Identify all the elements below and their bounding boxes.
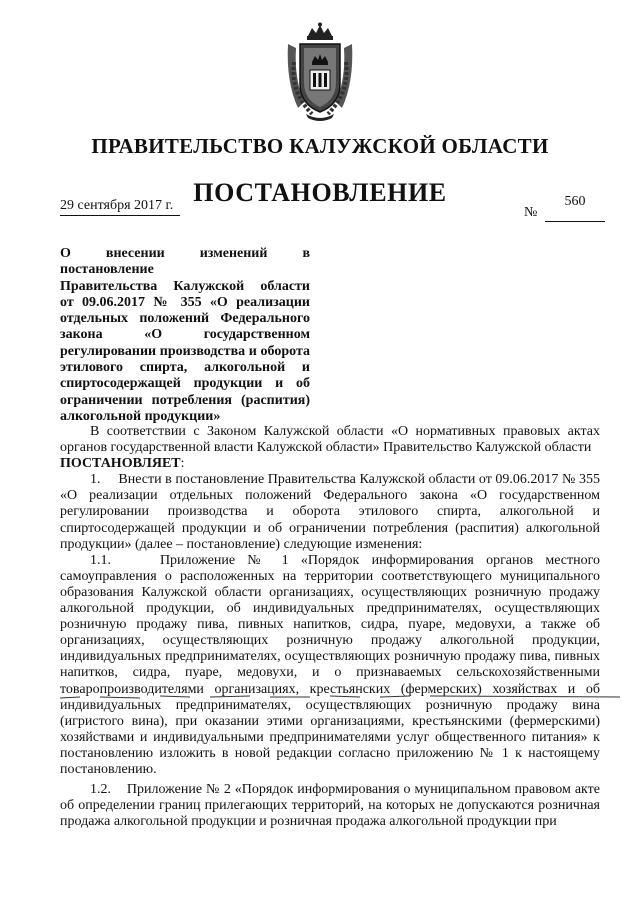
decree-paragraph <box>60 456 600 472</box>
number-underline <box>545 221 605 222</box>
subject-line: Правительства Калужской области <box>60 278 310 294</box>
number-sign: № <box>524 205 538 220</box>
government-title: ПРАВИТЕЛЬСТВО КАЛУЖСКОЙ ОБЛАСТИ <box>91 134 549 158</box>
decree-colon: : <box>180 456 185 472</box>
preamble-text: В соответствии с Законом Калужской области «О нормативных правовых актах органов государственной власти Калужской области» Правительство Калужской области <box>60 424 600 456</box>
subject-line: отдельных положений Федерального <box>60 311 310 327</box>
document-body <box>60 424 600 830</box>
item-1-1-number: 1.1. <box>90 552 111 568</box>
preamble-paragraph <box>60 424 600 456</box>
subject-line: от 09.06.2017 № 355 «О реализации <box>60 294 310 310</box>
subject-line: ограничении потребления (распития) <box>60 392 310 408</box>
item-1-1-text: Приложение № 1 «Порядок информирования органов местного самоуправления о расположенных на территории соответствующего муниципального образования Калужской области организациях, осуществляющих розничную продажу алкогольной продукции, об индивидуальных предпринимателях, осуществляющих розничную продажу пива, пивных напитков, сидра, пуаре, медовухи, а также об организациях, осуществляющих розничную продажу алкогольной продукции, индивидуальных предпринимателях, осуществляющих розничную продажу пива, пивных напитков, сидра, пуаре, медовухи, и о признаваемых сельскохозяйственными товаропроизводителями организациях, крестьянских (фермерских) хозяйствах и об индивидуальных предпринимателях, осуществляющих розничную продажу вина (игристого вина), при оказании этими организациями, крестьянскими (фермерскими) хозяйствами и индивидуальными предпринимателями услуг общественного питания» к постановлению изложить в новой редакции согласно приложению № 1 к настоящему постановлению. <box>60 552 600 777</box>
item-1-2-paragraph <box>60 782 600 830</box>
item-1-number: 1. <box>90 472 101 488</box>
item-1-paragraph <box>60 472 600 552</box>
subject-line: этилового спирта, алкогольной и <box>60 360 310 376</box>
subject-line: регулировании производства и оборота <box>60 343 310 359</box>
document-date: 29 сентября 2017 г. <box>60 198 180 216</box>
document-subject <box>60 246 310 425</box>
coat-of-arms-emblem <box>282 22 358 122</box>
document-type-heading: ПОСТАНОВЛЕНИЕ <box>193 178 447 207</box>
subject-line: О внесении изменений в постановление <box>60 246 310 278</box>
subject-line: алкогольной продукции» <box>60 408 221 424</box>
item-1-2-text: Приложение № 2 «Порядок информирования о муниципальном правовом акте об определении границ прилегающих территорий, на которых не допускаются розничная продажа алкогольной продукции и розничная продажа алкогольной продукции при <box>60 782 601 830</box>
decree-word: ПОСТАНОВЛЯЕТ <box>60 456 181 472</box>
item-1-text: Внести в постановление Правительства Калужской области от 09.06.2017 № 355 «О реализации отдельных положений Федерального закона «О государственном регулировании производства и оборота этилового спирта, алкогольной и спиртосодержащей продукции и об ограничении потребления (распития) алкогольной продукции» (далее – постановление) следующие изменения: <box>60 472 601 552</box>
document-number: 560 <box>564 194 586 209</box>
item-1-1-paragraph <box>60 553 600 778</box>
item-1-2-number: 1.2. <box>90 782 111 798</box>
subject-line: закона «О государственном <box>60 327 310 343</box>
subject-line: спиртосодержащей продукции и об <box>60 376 310 392</box>
